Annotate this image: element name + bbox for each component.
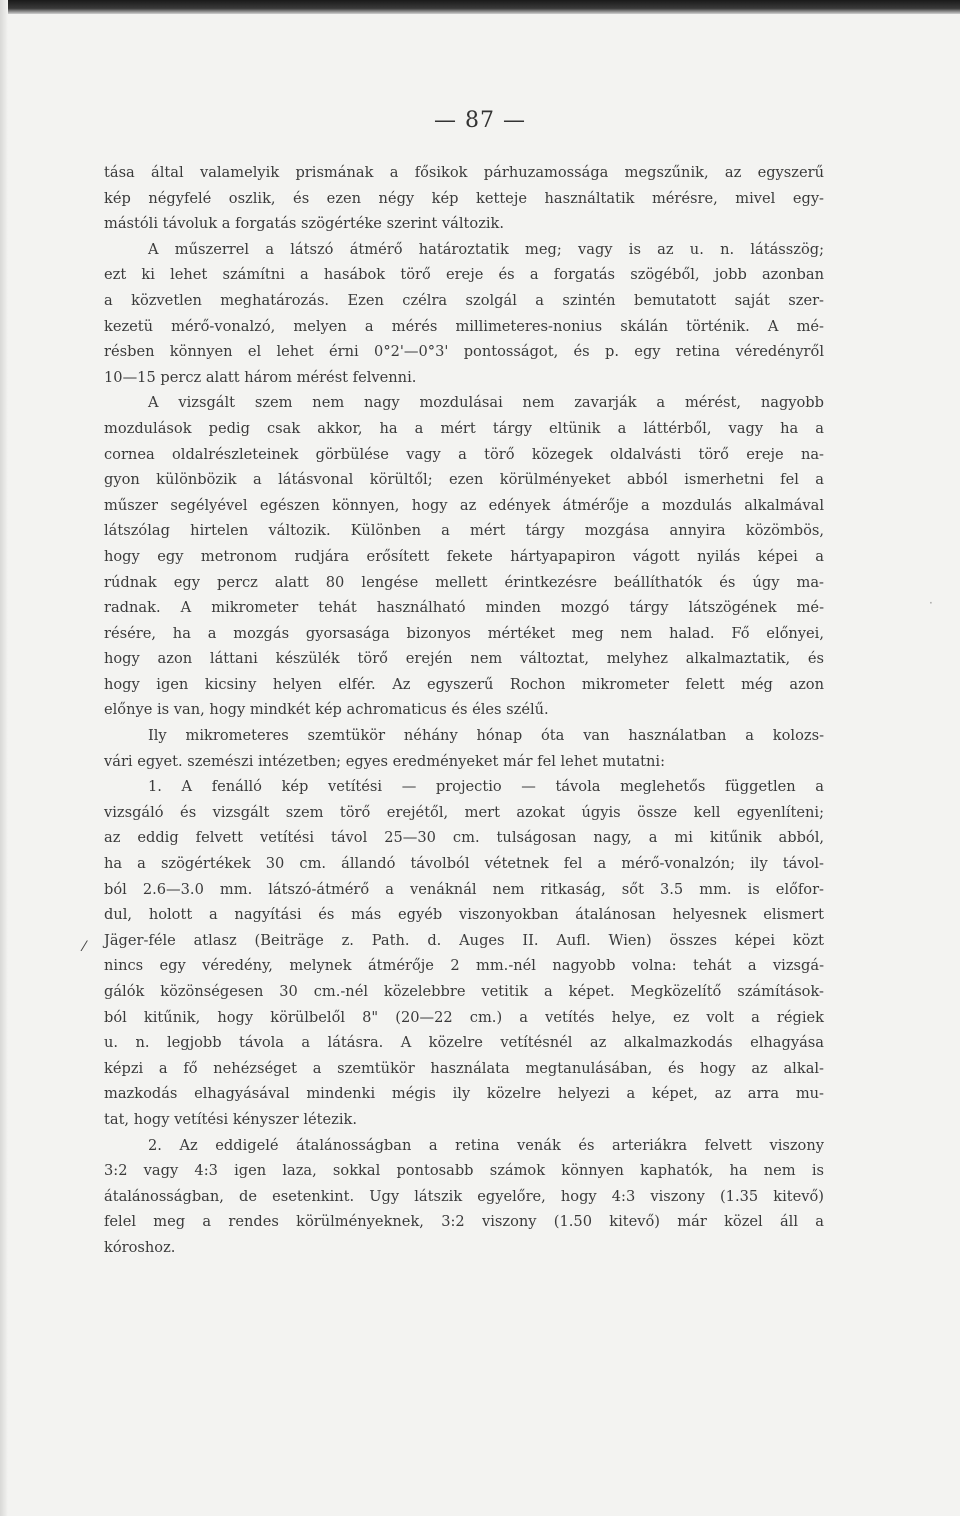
text-line: átalánosságban, de esetenkint. Ugy látszik egyelőre, hogy 4:3 viszony (1.35 kitevő) xyxy=(104,1187,824,1205)
scan-top-edge xyxy=(0,0,960,14)
text-line: résére, ha a mozgás gyorsasága bizonyos mértéket meg nem halad. Fő előnyei, xyxy=(104,624,824,642)
text-line: az eddig felvett vetítési távol 25—30 cm. tulságosan nagy, a mi kitűnik abból, xyxy=(104,829,824,847)
text-line: Ily mikrometeres szemtükör néhány hónap óta van használatban a kolozs- xyxy=(148,727,824,745)
text-line: tása által valamelyik prismának a fősikok párhuzamossága megszűnik, az egyszerű xyxy=(104,164,824,181)
text-line: A vizsgált szem nem nagy mozdulásai nem zavarják a mérést, nagyobb xyxy=(148,394,824,412)
text-line: u. n. legjobb távola a látásra. A közelre vetítésnél az alkalmazkodás elhagyása xyxy=(104,1034,824,1052)
text-line: résben könnyen el lehet érni 0°2'—0°3' pontosságot, és p. egy retina véredényről xyxy=(104,343,824,361)
margin-dot: · xyxy=(929,596,933,610)
page-number: — 87 — xyxy=(434,108,526,133)
text-line: felel meg a rendes körülményeknek, 3:2 viszony (1.50 kitevő) már közel áll a xyxy=(104,1213,824,1231)
text-line: tat, hogy vetítési kényszer létezik. xyxy=(104,1110,358,1128)
margin-mark: ⁄ xyxy=(83,939,86,955)
text-line: ból kitűnik, hogy körülbelől 8" (20—22 cm.) a vetítés helye, ez volt a régiek xyxy=(104,1008,824,1026)
text-line: mazkodás elhagyásával mindenki mégis ily közelre helyezi a képet, az arra mu- xyxy=(104,1085,824,1103)
text-line: kezetü mérő-vonalzó, melyen a mérés millimeteres-nonius skálán történik. A mé- xyxy=(104,317,824,335)
text-line: 3:2 vagy 4:3 igen laza, sokkal pontosabb számok könnyen kaphatók, ha nem is xyxy=(104,1162,824,1180)
text-line: vári egyet. szemészi intézetben; egyes eredményeket már fel lehet mutatni: xyxy=(104,752,666,770)
text-line: gyon különbözik a látásvonal körültől; ezen körülményeket abból ismerhetni fel a xyxy=(104,471,824,489)
text-line: előnye is van, hogy mindkét kép achromaticus és éles szélű. xyxy=(104,701,549,719)
text-line: mástóli távoluk a forgatás szögértéke szerint változik. xyxy=(104,215,505,233)
text-line: a közvetlen meghatározás. Ezen czélra szolgál a szintén bemutatott saját szer- xyxy=(104,291,824,309)
text-line: hogy azon láttani készülék törő erején nem változtat, melyhez alkalmaztatik, és xyxy=(104,650,824,668)
body-text xyxy=(104,160,824,1261)
text-line: kóroshoz. xyxy=(104,1238,176,1256)
text-line: mozdulások pedig csak akkor, ha a mért tárgy eltünik a láttérből, vagy ha a xyxy=(104,419,824,437)
text-line: ból 2.6—3.0 mm. látszó-átmérő a venáknál nem ritkaság, sőt 3.5 mm. is előfor- xyxy=(104,880,824,898)
text-line: radnak. A mikrometer tehát használható minden mozgó tárgy látszögének mé- xyxy=(104,599,824,617)
text-line: 10—15 percz alatt három mérést felvenni. xyxy=(104,368,417,386)
text-line: vizsgáló és vizsgált szem törő erejétől, mert azokat úgyis össze kell egyenlíteni; xyxy=(104,803,824,821)
text-line: 1. A fenálló kép vetítési — projectio — távola meglehetős független a xyxy=(148,778,824,796)
text-line: látszólag hirtelen változik. Különben a mért tárgy mozgása annyira közömbös, xyxy=(104,522,824,540)
text-line: cornea oldalrészleteinek görbülése vagy a törő közegek oldalvásti törő ereje na- xyxy=(104,445,824,463)
text-line: kép négyfelé oszlik, és ezen négy kép ketteje használtatik mérésre, mivel egy- xyxy=(104,189,824,207)
scan-left-edge xyxy=(0,0,8,1516)
text-line: A műszerrel a látszó átmérő határoztatik meg; vagy is az u. n. látásszög; xyxy=(148,240,824,258)
text-line: hogy igen kicsiny helyen elfér. Az egyszerű Rochon mikrometer felett még azon xyxy=(104,675,824,693)
text-line: hogy egy metronom rudjára erősített fekete hártyapapiron vágott nyilás képei a xyxy=(104,547,824,565)
text-line: ha a szögértékek 30 cm. állandó távolból vétetnek fel a mérő-vonalzón; ily távol- xyxy=(104,855,824,873)
text-line: gálók közönségesen 30 cm.-nél közelebbre vetitik a képet. Megközelítő számítások- xyxy=(104,983,824,1000)
text-line: képzi a fő nehézséget a szemtükör használata megtanulásában, és hogy az alkal- xyxy=(104,1059,824,1077)
text-line: rúdnak egy percz alatt 80 lengése mellett érintkezésre beállíthatók és úgy ma- xyxy=(104,573,824,591)
text-line: 2. Az eddigelé átalánosságban a retina venák és arteriákra felvett viszony xyxy=(148,1136,824,1154)
text-line: dul, holott a nagyítási és más egyéb viszonyokban átalánosan helyesnek elismert xyxy=(104,906,824,924)
text-line: Jäger-féle atlasz (Beiträge z. Path. d. Auges II. Aufl. Wien) összes képei közt xyxy=(104,931,824,949)
text-line: ezt ki lehet számítni a hasábok törő ereje és a forgatás szögéből, jobb azonban xyxy=(104,266,824,284)
text-line: nincs egy véredény, melynek átmérője 2 mm.-nél nagyobb volna: tehát a vizsgá- xyxy=(104,957,824,975)
text-line: műszer segélyével egészen könnyen, hogy az edények átmérője a mozdulás alkalmával xyxy=(104,496,824,514)
